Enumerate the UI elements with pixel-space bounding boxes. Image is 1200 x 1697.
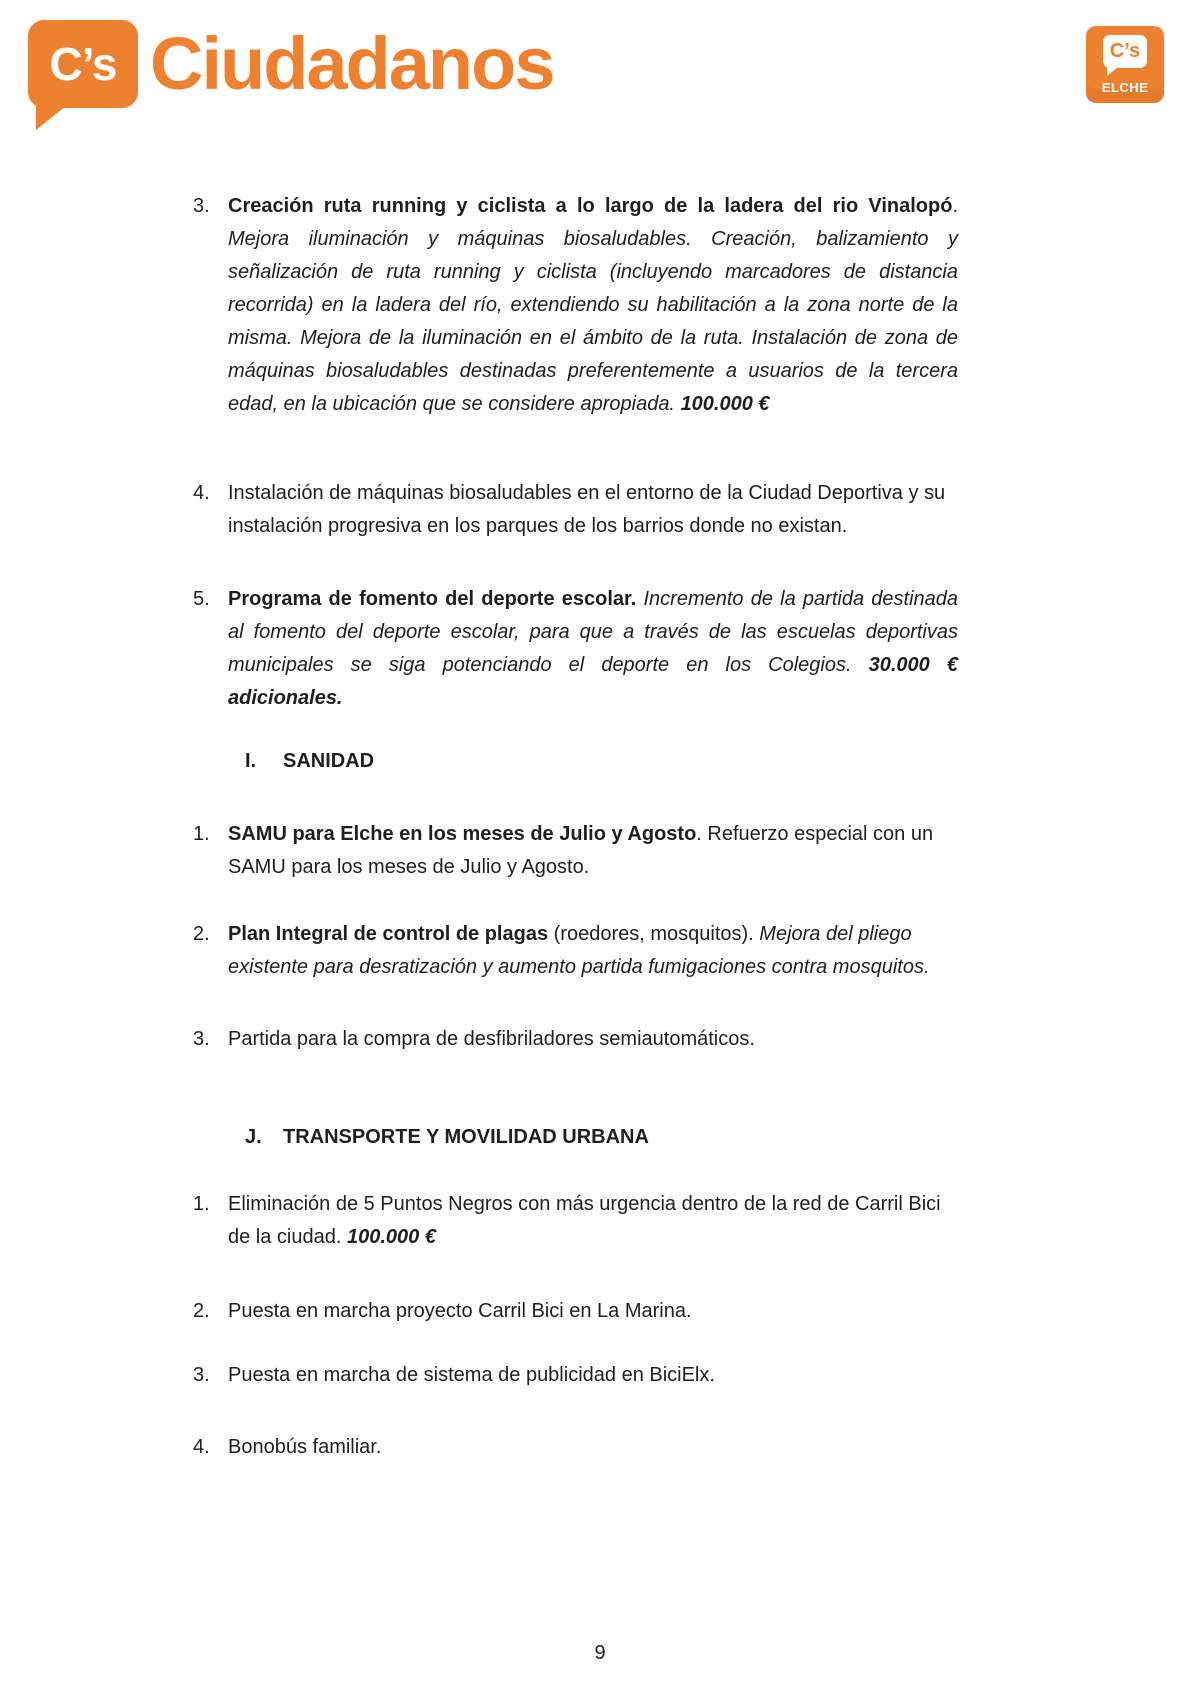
elche-badge (1086, 26, 1164, 103)
badge-speech-bubble-icon (1103, 35, 1147, 68)
item-title-bold: SAMU para Elche en los meses de Julio y Agosto (228, 823, 697, 845)
list-item-deporte-5 (193, 583, 958, 715)
ciudadanos-logo (28, 20, 553, 108)
list-item-text (228, 583, 958, 715)
list-item-number: 2. (193, 1300, 210, 1322)
list-item-number: 1. (193, 1193, 210, 1215)
list-item-number: 2. (193, 923, 210, 945)
item-body: Eliminación de 5 Puntos Negros con más urgencia dentro de la red de Carril Bici de la ciudad. (228, 1193, 941, 1248)
list-item-text (228, 1188, 958, 1254)
item-body: Puesta en marcha proyecto Carril Bici en La Marina. (228, 1300, 692, 1322)
badge-location-label: ELCHE (1101, 80, 1149, 95)
list-item-text (228, 477, 958, 543)
item-body-italic: Mejora iluminación y máquinas biosaludables. Creación, balizamiento y señalización de ruta running y ciclista (incluyendo marcadores de distancia recorrida) en la ladera del río, extendiendo su habilitación a la zona norte de la misma. Mejora de la iluminación en el ámbito de la ruta. Instalación de zona de máquinas biosaludables destinadas preferentemente a usuarios de la tercera edad, en la ubicación que se considere apropiada. (228, 228, 958, 415)
list-item-number: 3. (193, 195, 210, 217)
list-item-text (228, 1023, 958, 1056)
list-item-transporte-3 (193, 1359, 958, 1392)
list-item-transporte-2 (193, 1295, 958, 1328)
list-item-sanidad-3 (193, 1023, 958, 1056)
heading-letter: J. (245, 1126, 262, 1148)
item-body: Instalación de máquinas biosaludables en el entorno de la Ciudad Deportiva y su instalación progresiva en los parques de los barrios donde no existan. (228, 482, 946, 537)
item-title-bold: Creación ruta running y ciclista a lo largo de la ladera del rio Vinalopó (228, 195, 953, 217)
item-body-italic: Mejora del pliego existente para desratización y aumento partida fumigaciones contra mosquitos. (228, 923, 930, 978)
item-amount: 100.000 € (346, 1226, 436, 1248)
logo-wordmark: Ciudadanos (150, 22, 554, 105)
item-body: Partida para la compra de desfibriladores semiautomáticos. (228, 1028, 755, 1050)
item-body: Bonobús familiar. (228, 1436, 382, 1458)
list-item-text (228, 1359, 958, 1392)
item-body-italic: Incremento de la partida destinada al fomento del deporte escolar, para que a través de las escuelas deportivas municipales se siga potenciando el deporte en los Colegios. (228, 588, 959, 676)
list-item-sanidad-1 (193, 818, 958, 884)
list-item-deporte-3 (193, 190, 958, 421)
item-amount: 30.000 € adicionales. (228, 654, 958, 709)
list-item-text (228, 190, 958, 421)
list-item-sanidad-2 (193, 918, 958, 984)
list-item-text (228, 918, 958, 984)
list-item-transporte-1 (193, 1188, 958, 1254)
list-item-text (228, 1295, 958, 1328)
list-item-number: 4. (193, 482, 210, 504)
page-number: 9 (594, 1642, 606, 1664)
heading-title: SANIDAD (283, 750, 375, 772)
item-body: (roedores, mosquitos). (548, 923, 760, 945)
list-item-number: 4. (193, 1436, 210, 1458)
list-item-transporte-4 (193, 1431, 958, 1464)
heading-title: TRANSPORTE Y MOVILIDAD URBANA (283, 1126, 649, 1148)
list-item-text (228, 818, 958, 884)
list-item-text (228, 1431, 958, 1464)
item-title-bold: Programa de fomento del deporte escolar. (228, 588, 644, 610)
list-item-number: 3. (193, 1028, 210, 1050)
list-item-deporte-4 (193, 477, 958, 543)
item-title-bold: Plan Integral de control de plagas (228, 923, 549, 945)
list-item-number: 1. (193, 823, 210, 845)
document-content (193, 190, 958, 1464)
badge-bubble-text: C’s (1109, 40, 1141, 62)
heading-letter: I. (245, 750, 257, 772)
item-body: Puesta en marcha de sistema de publicidad en BiciElx. (228, 1364, 715, 1386)
section-heading-sanidad (193, 745, 958, 778)
item-amount: 100.000 € (680, 393, 770, 415)
item-separator: . (952, 195, 958, 217)
speech-bubble-icon (28, 20, 138, 108)
logo-bubble-text: C’s (49, 38, 117, 90)
list-item-number: 3. (193, 1364, 210, 1386)
section-heading-transporte (193, 1121, 958, 1154)
list-item-number: 5. (193, 588, 210, 610)
item-body: . Refuerzo especial con un SAMU para los meses de Julio y Agosto. (228, 823, 934, 878)
